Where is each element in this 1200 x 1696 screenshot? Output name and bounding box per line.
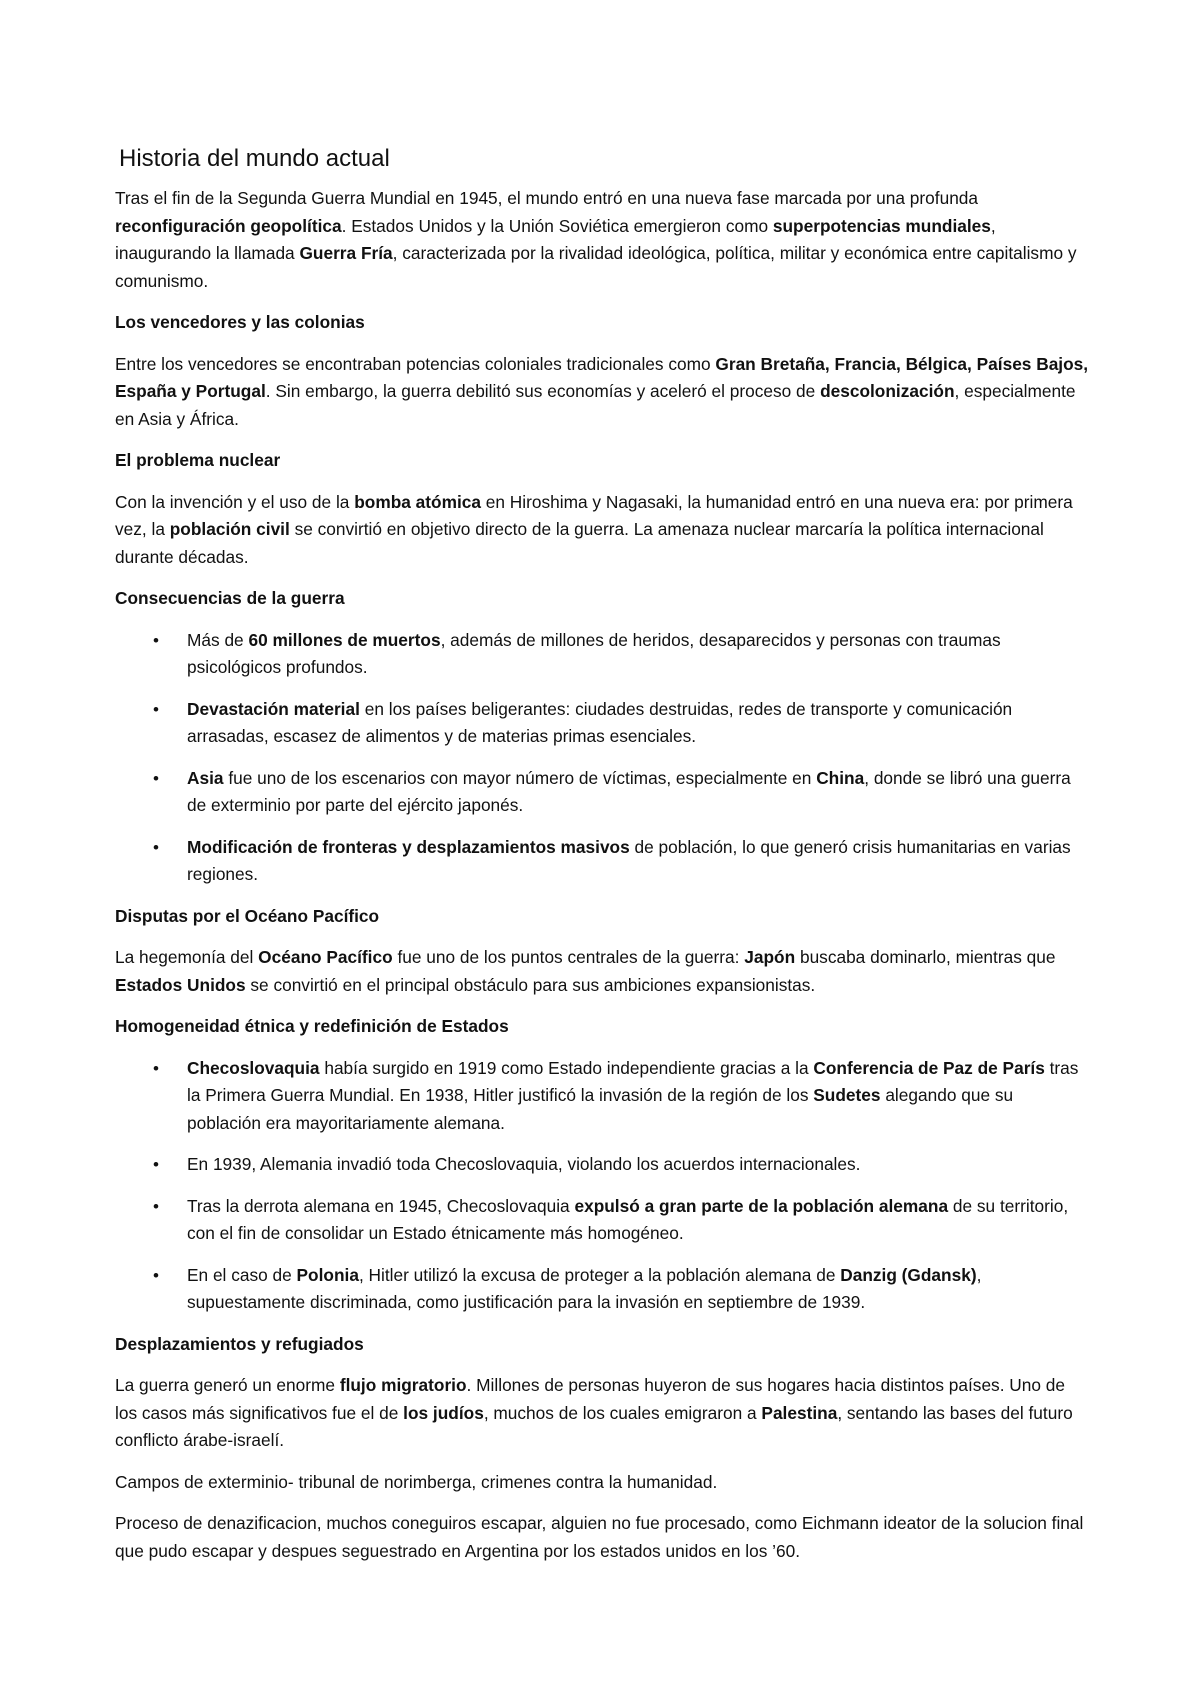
paragraph: [115, 1510, 1090, 1565]
text-run: Tras el fin de la Segunda Guerra Mundial en 1945, el mundo entró en una nueva fase marcada por una profunda: [115, 188, 979, 208]
bullet-icon: •: [153, 768, 159, 788]
paragraph: [115, 944, 1090, 999]
bold-text: Asia: [187, 767, 224, 788]
text-run: fue uno de los puntos centrales de la guerra:: [392, 947, 745, 967]
bold-text: descolonización: [820, 381, 955, 401]
list-item: [115, 1193, 1090, 1248]
text-run: La hegemonía del: [115, 947, 259, 967]
bullet-list: [115, 1055, 1090, 1317]
bold-text: Guerra Fría: [299, 243, 393, 263]
paragraph: [115, 489, 1090, 572]
text-run: alegando que su población era mayoritariamente alemana.: [187, 1085, 1014, 1133]
bold-text: Danzig (Gdansk): [840, 1264, 977, 1285]
text-run: buscaba dominarlo, mientras que: [795, 947, 1056, 967]
document-page: [115, 142, 1090, 1579]
paragraph: [115, 1372, 1090, 1455]
text-run: En 1939, Alemania invadió toda Checoslovaquia, violando los acuerdos internacionales.: [187, 1154, 861, 1174]
text-run: . Sin embargo, la guerra debilitó sus economías y aceleró el proceso de: [265, 381, 821, 401]
paragraph: [115, 351, 1090, 434]
bullet-icon: •: [153, 1196, 159, 1216]
bullet-icon: •: [153, 699, 159, 719]
text-run: , Hitler utilizó la excusa de proteger a la población alemana de: [358, 1264, 841, 1285]
text-run: Tras la derrota alemana en 1945, Checoslovaquia: [187, 1195, 575, 1216]
bullet-icon: •: [153, 1058, 159, 1078]
text-run: Con la invención y el uso de la: [115, 491, 355, 512]
list-item: [115, 696, 1090, 751]
bold-text: reconfiguración geopolítica: [115, 215, 342, 236]
text-run: Entre los vencedores se encontraban potencias coloniales tradicionales como: [115, 353, 716, 374]
text-run: . Millones de personas huyeron de sus hogares hacia distintos países. Uno de los casos más significativos fue el de: [115, 1375, 1066, 1423]
bullet-icon: •: [153, 1155, 159, 1174]
bold-text: Modificación de fronteras y desplazamientos masivos: [187, 836, 630, 857]
bold-text: 60 millones de muertos: [248, 629, 441, 650]
text-run: , donde se libró una guerra de exterminio por parte del ejército japonés.: [187, 767, 1071, 815]
text-run: En el caso de: [187, 1264, 297, 1285]
text-run: de población, lo que generó crisis humanitarias en varias regiones.: [187, 836, 1071, 884]
bold-text: Palestina: [761, 1402, 838, 1423]
list-item: [115, 834, 1090, 889]
list-item: [115, 765, 1090, 820]
text-run: Más de: [187, 629, 249, 650]
text-run: en Hiroshima y Nagasaki, la humanidad entró en una nueva era: por primera vez, la: [115, 491, 1073, 539]
bullet-icon: •: [153, 1265, 159, 1285]
text-run: Campos de exterminio- tribunal de norimberga, crimenes contra la humanidad.: [115, 1471, 718, 1492]
bold-text: Devastación material: [187, 698, 360, 719]
bold-text: Sudetes: [813, 1085, 881, 1105]
bold-text: Estados Unidos: [115, 974, 246, 995]
list-item: [115, 1055, 1090, 1138]
bold-text: Gran Bretaña, Francia, Bélgica, Países Bajos, España y Portugal: [115, 353, 1089, 401]
bold-text: China: [816, 767, 865, 788]
text-run: tras la Primera Guerra Mundial. En 1938, Hitler justificó la invasión de la región de los: [187, 1057, 1079, 1105]
list-item: [115, 1151, 1090, 1179]
section-heading-el-problema-nuclear: El problema nuclear: [115, 450, 281, 470]
section-heading-consecuencias-de-la-guerra: Consecuencias de la guerra: [115, 588, 345, 608]
text-run: se convirtió en objetivo directo de la guerra. La amenaza nuclear marcaría la política internacional durante décadas.: [115, 519, 1044, 567]
bold-text: superpotencias mundiales: [772, 215, 991, 236]
bullet-icon: •: [153, 630, 159, 650]
text-run: , caracterizada por la rivalidad ideológica, política, militar y económica entre capitalismo y comunismo.: [115, 243, 1077, 291]
bold-text: Japón: [744, 947, 796, 967]
bold-text: expulsó a gran parte de la población alemana: [574, 1195, 949, 1216]
bullet-icon: •: [153, 837, 159, 857]
text-run: , especialmente en Asia y África.: [115, 381, 1076, 429]
text-run: La guerra generó un enorme: [115, 1375, 340, 1395]
bold-text: Conferencia de Paz de París: [813, 1057, 1045, 1078]
text-run: había surgido en 1919 como Estado independiente gracias a la: [319, 1057, 814, 1078]
bold-text: población civil: [169, 519, 290, 539]
document-body: [115, 309, 1090, 1565]
document-title: Historia del mundo actual: [119, 145, 390, 172]
bold-text: flujo migratorio: [339, 1375, 467, 1395]
text-run: , sentando las bases del futuro conflicto árabe-israelí.: [115, 1402, 1073, 1450]
intro-paragraph: [115, 185, 1090, 295]
paragraph: [115, 1469, 1090, 1497]
text-run: , inaugurando la llamada: [115, 215, 996, 263]
bold-text: Checoslovaquia: [187, 1057, 320, 1078]
bold-text: Océano Pacífico: [258, 947, 393, 967]
section-heading-los-vencedores-y-las-colonias: Los vencedores y las colonias: [115, 312, 365, 332]
text-run: en los países beligerantes: ciudades destruidas, redes de transporte y comunicación arrasadas, escasez de alimentos y de materias primas esenciales.: [187, 698, 1013, 746]
list-item: [115, 627, 1090, 682]
list-item: [115, 1262, 1090, 1317]
text-run: , muchos de los cuales emigraron a: [483, 1402, 762, 1423]
section-heading-disputas-por-el-oceano-pacifico: Disputas por el Océano Pacífico: [115, 905, 380, 926]
bold-text: los judíos: [403, 1402, 484, 1423]
bold-text: Polonia: [296, 1264, 359, 1285]
bullet-list: [115, 627, 1090, 889]
text-run: . Estados Unidos y la Unión Soviética emergieron como: [341, 215, 773, 236]
text-run: se convirtió en el principal obstáculo para sus ambiciones expansionistas.: [245, 974, 816, 995]
text-run: , supuestamente discriminada, como justificación para la invasión en septiembre de 1939.: [187, 1264, 982, 1312]
bold-text: bomba atómica: [354, 491, 481, 512]
section-heading-desplazamientos-y-refugiados: Desplazamientos y refugiados: [115, 1333, 364, 1354]
text-run: fue uno de los escenarios con mayor número de víctimas, especialmente en: [223, 767, 817, 788]
text-run: de su territorio, con el fin de consolidar un Estado étnicamente más homogéneo.: [187, 1195, 1069, 1243]
section-heading-homogeneidad-etnica-y-redefinicion-de-estados: Homogeneidad étnica y redefinición de Estados: [115, 1016, 509, 1036]
text-run: , además de millones de heridos, desaparecidos y personas con traumas psicológicos profundos.: [187, 629, 1001, 677]
text-run: Proceso de denazificacion, muchos coneguiros escapar, alguien no fue procesado, como Eichmann ideator de la solucion final que pudo escapar y despues seguestrado en Argentina por los estados unidos en los ’60.: [115, 1513, 1084, 1561]
